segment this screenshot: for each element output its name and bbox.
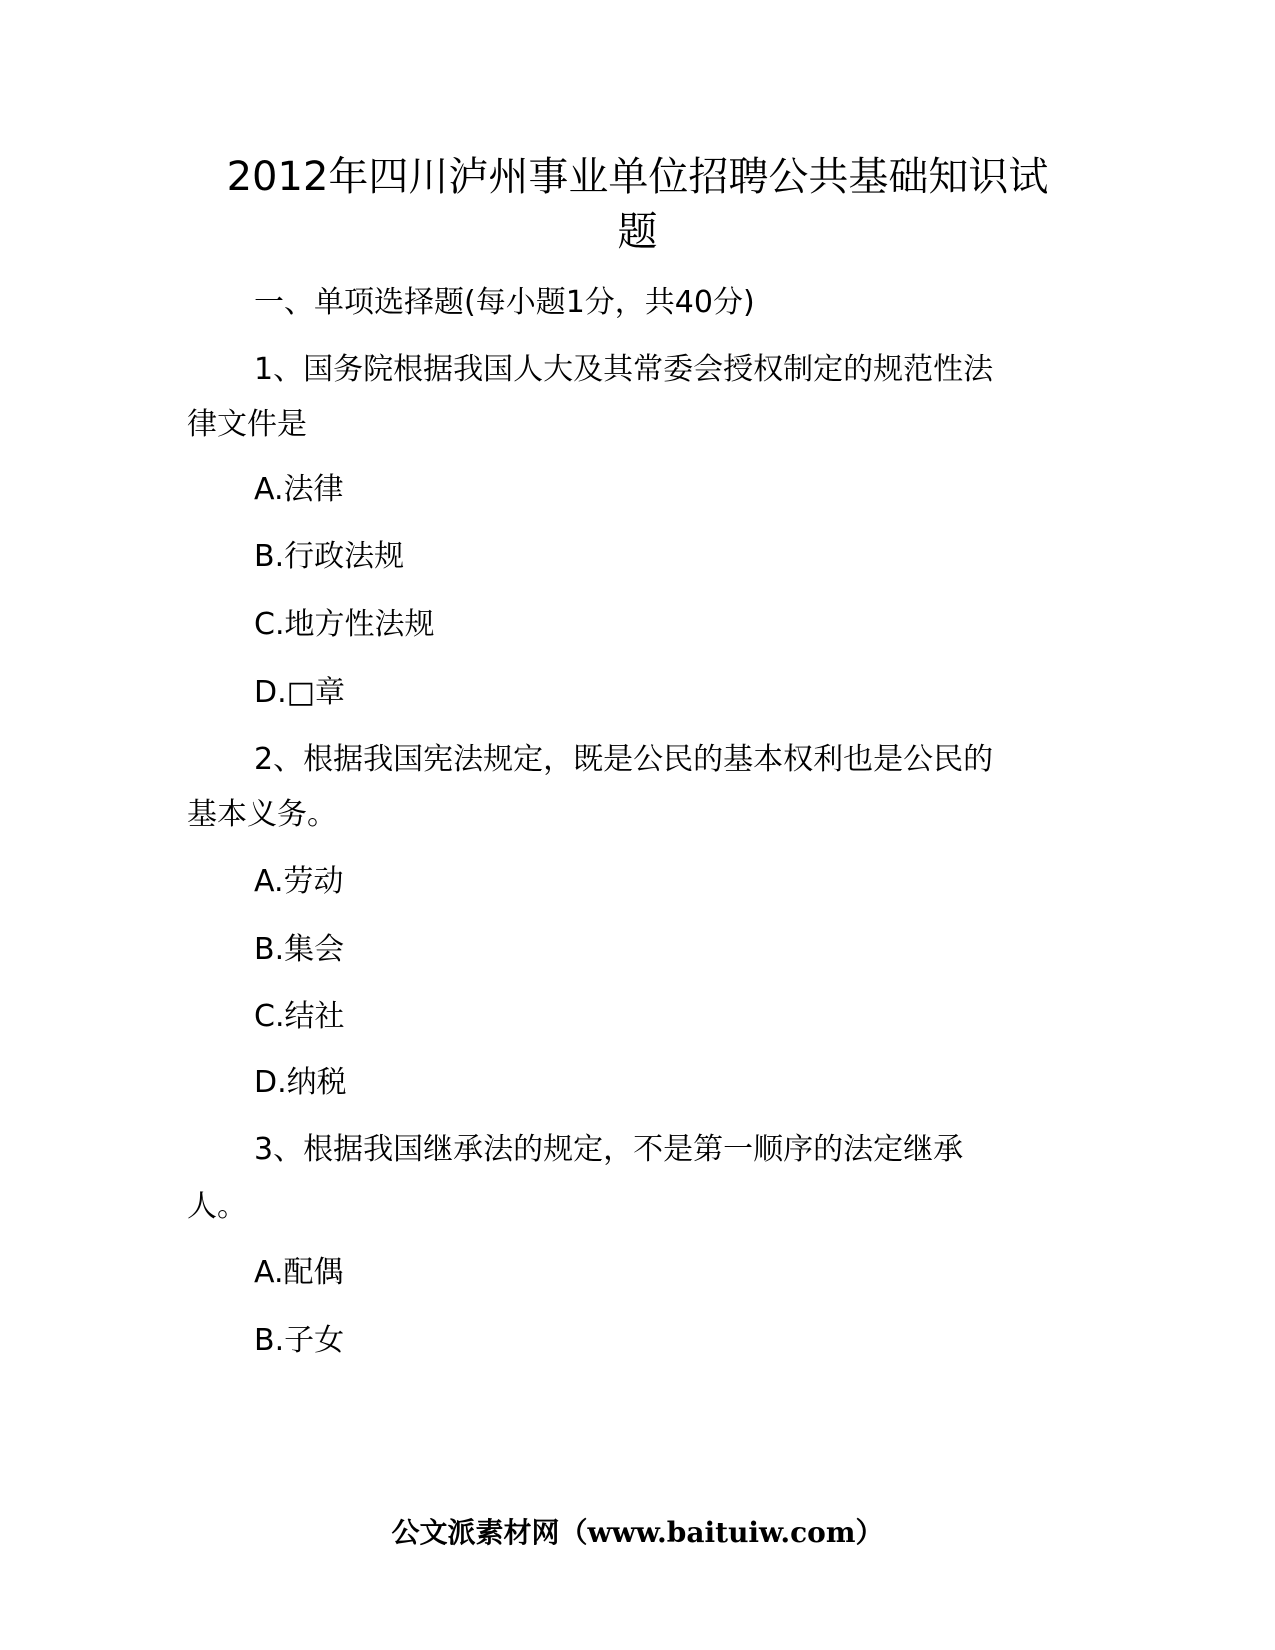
question-1-option-b: B.行政法规 [254, 539, 405, 574]
question-2-option-a: A.劳动 [254, 864, 344, 899]
question-3-stem-line-2: 人。 [187, 1189, 247, 1224]
question-2-stem-line-2: 基本义务。 [187, 797, 337, 832]
title-line-2: 题 [617, 209, 658, 255]
question-1-option-a: A.法律 [254, 472, 344, 507]
section-heading: 一、单项选择题(每小题1分，共40分) [254, 285, 755, 320]
question-3-option-b: B.子女 [254, 1323, 345, 1358]
question-2-option-d: D.纳税 [254, 1065, 347, 1100]
page-footer: 公文派素材网（www.baituiw.com） [391, 1516, 884, 1549]
question-2-option-b: B.集会 [254, 932, 345, 967]
document-title [180, 150, 1095, 260]
question-1-option-d: D.□章 [254, 675, 345, 710]
question-3-stem-line-1: 3、根据我国继承法的规定，不是第一顺序的法定继承 [254, 1132, 964, 1167]
title-line-1: 2012年四川泸州事业单位招聘公共基础知识试 [226, 154, 1049, 200]
question-1-stem-line-2: 律文件是 [187, 407, 307, 442]
question-2-option-c: C.结社 [254, 999, 345, 1034]
question-1-option-c: C.地方性法规 [254, 607, 435, 642]
question-3-option-a: A.配偶 [254, 1255, 344, 1290]
question-1-stem-line-1: 1、国务院根据我国人大及其常委会授权制定的规范性法 [254, 352, 994, 387]
question-2-stem-line-1: 2、根据我国宪法规定，既是公民的基本权利也是公民的 [254, 742, 994, 777]
